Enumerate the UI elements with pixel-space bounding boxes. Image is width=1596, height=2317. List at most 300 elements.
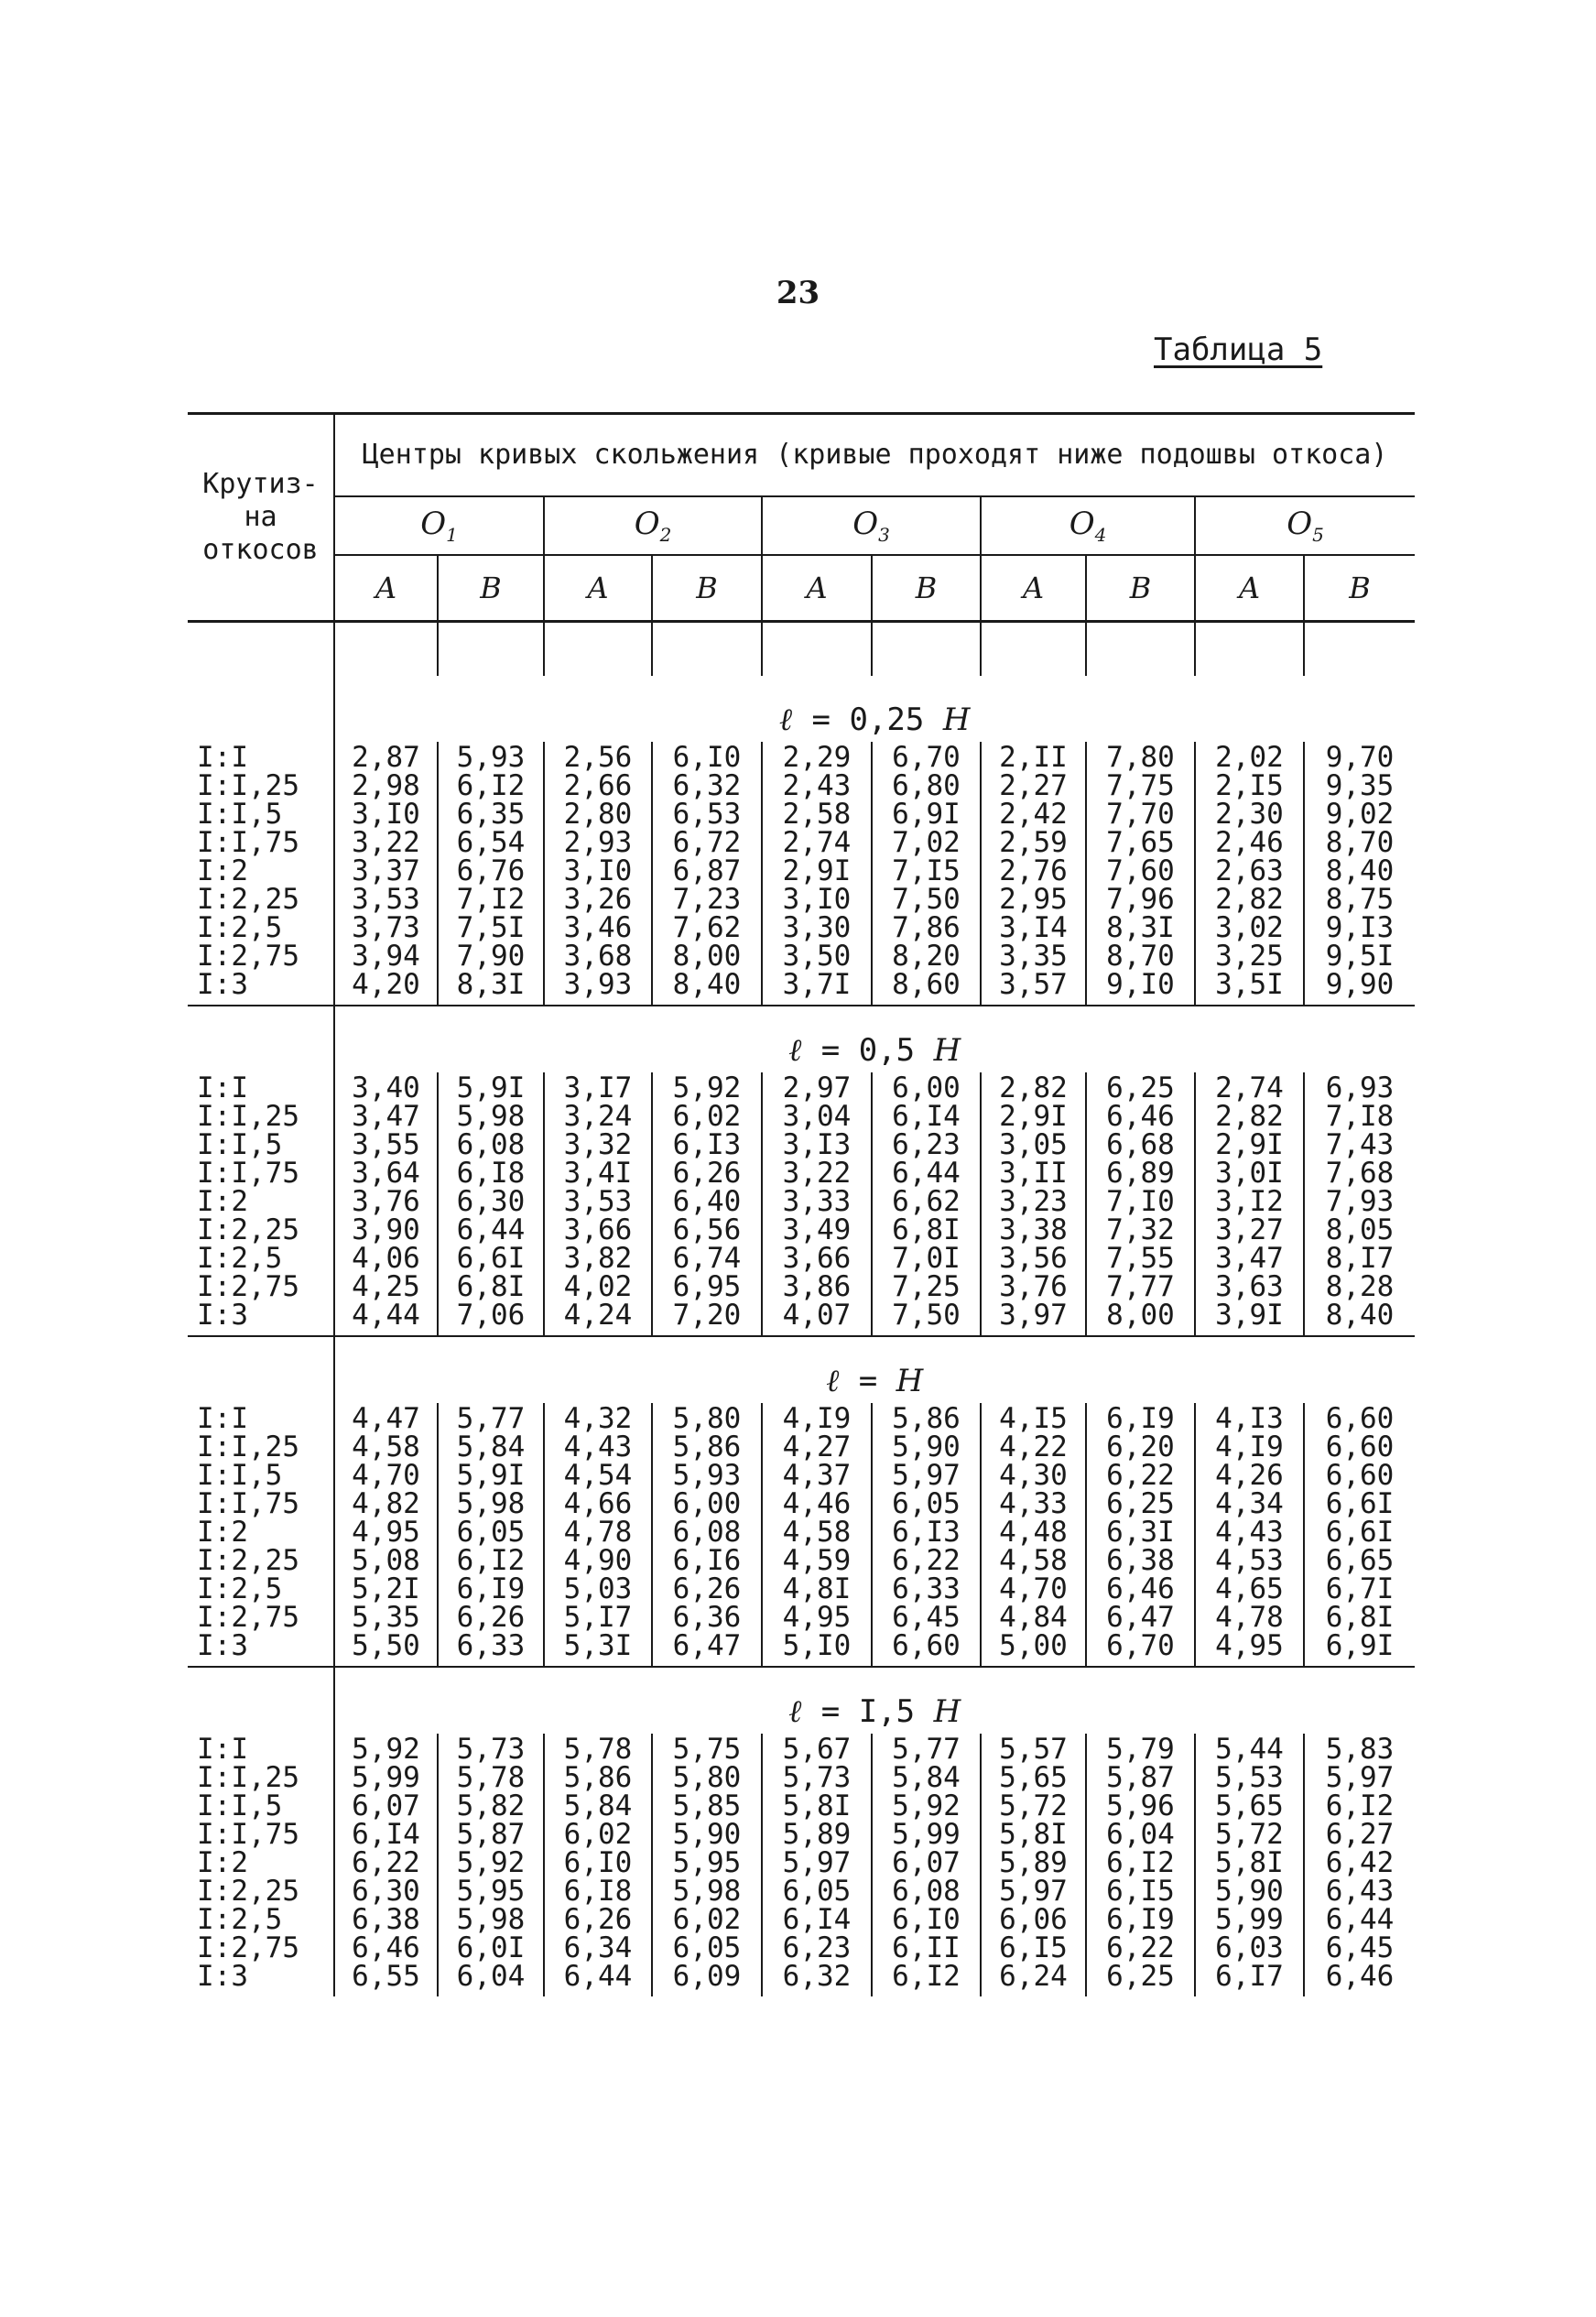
- l-value: I,5: [858, 1693, 934, 1730]
- slope-value: I:2,75: [197, 1270, 299, 1303]
- table-cell-value: 5,99: [892, 1818, 961, 1851]
- table-cell-value: 5,9I: [456, 1071, 526, 1104]
- table-cell-value: 5,50: [352, 1629, 420, 1662]
- table-cell-value: 5,90: [892, 1430, 961, 1463]
- table-cell-value: 5,72: [999, 1789, 1068, 1822]
- table-cell-value: 4,46: [782, 1487, 852, 1520]
- table-cell-value: 4,34: [1215, 1487, 1284, 1520]
- table-cell-value: 4,78: [563, 1516, 633, 1549]
- slope-values-cell: [188, 742, 334, 1006]
- value-column-o3-b: [872, 1734, 981, 1996]
- table-cell-value: 3,22: [352, 826, 420, 859]
- table-cell-value: 3,II: [999, 1157, 1068, 1190]
- table-cell-value: 5,65: [1215, 1789, 1284, 1822]
- table-cell-value: 8,70: [1325, 826, 1395, 859]
- table-cell-value: 4,84: [999, 1601, 1068, 1634]
- table-cell-value: 2,9I: [1215, 1128, 1284, 1161]
- table-cell-value: 4,58: [999, 1544, 1068, 1577]
- table-cell-value: 4,8I: [782, 1572, 852, 1605]
- table-cell-value: 5,97: [1325, 1761, 1395, 1794]
- table-cell-value: 6,I2: [1106, 1846, 1175, 1879]
- slope-value: I:2: [197, 1516, 248, 1549]
- slope-value: I:2,75: [197, 1601, 299, 1634]
- value-column-o2-a: [544, 742, 652, 1006]
- table-cell-value: 6,54: [456, 826, 526, 859]
- table-cell-value: 3,86: [782, 1270, 852, 1303]
- table-cell-value: 6,22: [1106, 1931, 1175, 1964]
- table-cell-value: 8,40: [1325, 854, 1395, 887]
- value-column-o4-b: [1086, 1072, 1195, 1336]
- table-cell-value: 6,I5: [1106, 1875, 1175, 1908]
- table-cell-value: 6,65: [1325, 1544, 1395, 1577]
- value-column-o5-b: [1304, 1403, 1415, 1667]
- spacer-row: [188, 622, 1415, 677]
- slope-value: I:I,25: [197, 1761, 299, 1794]
- slope-value: I:2,25: [197, 1544, 299, 1577]
- slope-value: I:2,25: [197, 1875, 299, 1908]
- slope-values-cell: [188, 1403, 334, 1667]
- slope-value: I:2,75: [197, 940, 299, 973]
- table-cell-value: 4,I5: [999, 1402, 1068, 1435]
- table-cell-value: 6,I4: [782, 1903, 852, 1936]
- slope-value: I:I: [197, 1071, 248, 1104]
- table-cell-value: 3,02: [1215, 911, 1284, 944]
- table-cell-value: 6,I2: [1325, 1789, 1395, 1822]
- table-cell-value: 3,40: [352, 1071, 420, 1104]
- table-cell-value: 3,25: [1215, 940, 1284, 973]
- table-cell-value: 5,98: [456, 1487, 526, 1520]
- table-cell-value: 5,85: [672, 1789, 742, 1822]
- table-cell-value: 3,22: [782, 1157, 852, 1190]
- center-letter: O: [420, 506, 447, 543]
- center-o4-header: [981, 496, 1195, 555]
- table-cell-value: 6,I5: [999, 1931, 1068, 1964]
- l-h-symbol: H: [933, 1693, 961, 1730]
- table-cell-value: 2,66: [563, 769, 633, 802]
- table-cell-value: 3,94: [352, 940, 420, 973]
- value-column-o2-a: [544, 1403, 652, 1667]
- table-cell-value: 6,53: [672, 798, 742, 831]
- table-cell-value: 5,86: [672, 1430, 742, 1463]
- table-cell-value: 2,42: [999, 798, 1068, 831]
- table-cell-value: 5,99: [352, 1761, 420, 1794]
- table-cell-value: 5,77: [892, 1733, 961, 1766]
- l-parameter-row: [188, 1006, 1415, 1072]
- table-cell-value: 6,07: [892, 1846, 961, 1879]
- table-cell-value: 4,32: [563, 1402, 633, 1435]
- table-cell-value: 4,43: [1215, 1516, 1284, 1549]
- equals-sign: =: [840, 1363, 896, 1399]
- slope-value: I:2,75: [197, 1931, 299, 1964]
- table-cell-value: 5,53: [1215, 1761, 1284, 1794]
- table-cell-value: 7,77: [1106, 1270, 1175, 1303]
- value-column-o1-b: [438, 1072, 544, 1336]
- table-cell-value: 6,7I: [1325, 1572, 1395, 1605]
- value-column-o4-a: [981, 1734, 1086, 1996]
- table-cell-value: 5,92: [672, 1071, 742, 1104]
- table-cell-value: 6,23: [782, 1931, 852, 1964]
- table-cell-value: 6,20: [1106, 1430, 1175, 1463]
- table-cell-value: 5,3I: [563, 1629, 633, 1662]
- table-cell-value: 2,II: [999, 741, 1068, 774]
- table-cell-value: 3,55: [352, 1128, 420, 1161]
- value-column-o3-b: [872, 1403, 981, 1667]
- table-cell-value: 5,86: [892, 1402, 961, 1435]
- table-cell-value: 6,60: [1325, 1459, 1395, 1492]
- table-cell-value: 4,58: [782, 1516, 852, 1549]
- table-cell-value: 4,07: [782, 1299, 852, 1332]
- equals-sign: =: [793, 702, 850, 738]
- table-cell-value: 8,75: [1325, 883, 1395, 916]
- table-cell-value: 7,68: [1325, 1157, 1395, 1190]
- l-parameter-label: [334, 1006, 1415, 1072]
- table-cell-value: 6,00: [892, 1071, 961, 1104]
- table-cell-value: 3,I2: [1215, 1185, 1284, 1218]
- table-cell-value: 6,55: [352, 1960, 420, 1993]
- table-cell-value: 3,76: [352, 1185, 420, 1218]
- table-cell-value: 8,I7: [1325, 1242, 1395, 1275]
- value-column-o1-a: [334, 1072, 438, 1336]
- col-b-header-o1: B: [438, 555, 544, 622]
- col-a-header-o4: A: [981, 555, 1086, 622]
- l-value: 0,25: [849, 702, 943, 738]
- table-cell-value: 4,48: [999, 1516, 1068, 1549]
- col-b-header-o3: B: [872, 555, 981, 622]
- table-cell-value: 2,82: [1215, 883, 1284, 916]
- table-cell-value: 6,I9: [456, 1572, 526, 1605]
- table-cell-value: 6,25: [1106, 1960, 1175, 1993]
- table-cell-value: 5,80: [672, 1761, 742, 1794]
- table-cell-value: 6,I2: [456, 1544, 526, 1577]
- slope-value: I:I,75: [197, 826, 299, 859]
- slope-value: I:3: [197, 968, 248, 1001]
- table-cell-value: 3,35: [999, 940, 1068, 973]
- table-cell-value: 6,56: [672, 1213, 742, 1246]
- slope-value: I:2,5: [197, 1572, 283, 1605]
- l-symbol: ℓ: [788, 1693, 803, 1730]
- table-cell-value: 6,9I: [1325, 1629, 1395, 1662]
- table-cell-value: 6,46: [1106, 1100, 1175, 1133]
- table-cell-value: 4,59: [782, 1544, 852, 1577]
- table-cell-value: 6,02: [563, 1818, 633, 1851]
- table-cell-value: 4,44: [352, 1299, 420, 1332]
- table-cell-value: 5,89: [782, 1818, 852, 1851]
- table-cell-value: 5,87: [456, 1818, 526, 1851]
- center-o2-header: [544, 496, 762, 555]
- table-cell-value: 8,28: [1325, 1270, 1395, 1303]
- table-cell-value: 2,9I: [999, 1100, 1068, 1133]
- center-index: 3: [878, 523, 890, 546]
- table-cell-value: 3,47: [352, 1100, 420, 1133]
- table-cell-value: 5,79: [1106, 1733, 1175, 1766]
- table-cell-value: 6,38: [352, 1903, 420, 1936]
- table-cell-value: 5,82: [456, 1789, 526, 1822]
- table-cell-value: 4,43: [563, 1430, 633, 1463]
- table-cell-value: 5,03: [563, 1572, 633, 1605]
- slope-value: I:2,25: [197, 1213, 299, 1246]
- table-cell-value: 5,84: [563, 1789, 633, 1822]
- table-cell-value: 5,97: [999, 1875, 1068, 1908]
- value-column-o4-a: [981, 1403, 1086, 1667]
- value-column-o3-b: [872, 1072, 981, 1336]
- table-cell-value: 2,I5: [1215, 769, 1284, 802]
- table-cell-value: 6,I7: [1215, 1960, 1284, 1993]
- table-cell-value: 7,32: [1106, 1213, 1175, 1246]
- value-column-o5-a: [1195, 1403, 1304, 1667]
- table-cell-value: 6,95: [672, 1270, 742, 1303]
- table-cell-value: 5,98: [672, 1875, 742, 1908]
- table-cell-value: 6,04: [456, 1960, 526, 1993]
- value-column-o1-b: [438, 742, 544, 1006]
- table-cell-value: 6,26: [672, 1572, 742, 1605]
- table-cell-value: 8,3I: [456, 968, 526, 1001]
- table-cell-value: 2,74: [782, 826, 852, 859]
- table-cell-value: 6,40: [672, 1185, 742, 1218]
- table-cell-value: 6,25: [1106, 1487, 1175, 1520]
- table-cell-value: 6,30: [456, 1185, 526, 1218]
- slope-value: I:2: [197, 1185, 248, 1218]
- table-cell-value: 3,I0: [563, 854, 633, 887]
- center-index: 1: [446, 523, 458, 546]
- table-cell-value: 6,44: [563, 1960, 633, 1993]
- table-cell-value: 2,98: [352, 769, 420, 802]
- slope-value: I:I,25: [197, 1100, 299, 1133]
- center-letter: O: [1069, 506, 1095, 543]
- table-cell-value: 6,25: [1106, 1071, 1175, 1104]
- table-cell-value: 2,29: [782, 741, 852, 774]
- table-cell-value: 5,92: [456, 1846, 526, 1879]
- slope-value: I:I: [197, 1402, 248, 1435]
- table-cell-value: 6,46: [1106, 1572, 1175, 1605]
- table-cell-value: 6,26: [456, 1601, 526, 1634]
- table-cell-value: 4,54: [563, 1459, 633, 1492]
- table-cell-value: 5,8I: [782, 1789, 852, 1822]
- table-cell-value: 3,26: [563, 883, 633, 916]
- table-cell-value: 4,78: [1215, 1601, 1284, 1634]
- table-body: [188, 622, 1415, 1997]
- table-cell-value: 6,22: [352, 1846, 420, 1879]
- value-column-o5-a: [1195, 1734, 1304, 1996]
- table-cell-value: 5,90: [1215, 1875, 1284, 1908]
- table-cell-value: 6,05: [892, 1487, 961, 1520]
- table-cell-value: 7,65: [1106, 826, 1175, 859]
- table-cell-value: 3,97: [999, 1299, 1068, 1332]
- table-cell-value: 3,93: [563, 968, 633, 1001]
- center-letter: O: [634, 506, 660, 543]
- table-cell-value: 3,82: [563, 1242, 633, 1275]
- table-cell-value: 6,33: [892, 1572, 961, 1605]
- table-cell-value: 6,22: [1106, 1459, 1175, 1492]
- table-cell-value: 2,82: [1215, 1100, 1284, 1133]
- table-cell-value: 5,72: [1215, 1818, 1284, 1851]
- table-cell-value: 6,76: [456, 854, 526, 887]
- slope-value: I:I,75: [197, 1157, 299, 1190]
- table-cell-value: 2,74: [1215, 1071, 1284, 1104]
- table-cell-value: 5,84: [456, 1430, 526, 1463]
- table-cell-value: 4,25: [352, 1270, 420, 1303]
- table-cell-value: 5,8I: [999, 1818, 1068, 1851]
- table-cell-value: 8,00: [672, 940, 742, 973]
- slope-value: I:I,5: [197, 798, 283, 831]
- table-cell-value: 5,87: [1106, 1761, 1175, 1794]
- table-cell-value: 6,80: [892, 769, 961, 802]
- table-cell-value: 2,30: [1215, 798, 1284, 831]
- table-cell-value: 9,I3: [1325, 911, 1395, 944]
- table-cell-value: 6,05: [782, 1875, 852, 1908]
- table-cell-value: 6,46: [352, 1931, 420, 1964]
- table-cell-value: 5,93: [672, 1459, 742, 1492]
- table-cell-value: 3,53: [563, 1185, 633, 1218]
- table-cell-value: 6,93: [1325, 1071, 1395, 1104]
- value-column-o5-a: [1195, 1072, 1304, 1336]
- table-cell-value: 4,I3: [1215, 1402, 1284, 1435]
- table-cell-value: 4,95: [1215, 1629, 1284, 1662]
- table-cell-value: 2,43: [782, 769, 852, 802]
- table-cell-value: 3,63: [1215, 1270, 1284, 1303]
- slope-value: I:3: [197, 1299, 248, 1332]
- table-cell-value: 5,96: [1106, 1789, 1175, 1822]
- center-labels-row: [188, 496, 1415, 555]
- table-cell-value: 9,70: [1325, 741, 1395, 774]
- table-cell-value: 3,56: [999, 1242, 1068, 1275]
- table-cell-value: 5,83: [1325, 1733, 1395, 1766]
- l-parameter-label: [334, 676, 1415, 742]
- table-cell-value: 5,99: [1215, 1903, 1284, 1936]
- value-column-o1-b: [438, 1734, 544, 1996]
- table-cell-value: 5,78: [563, 1733, 633, 1766]
- table-cell-value: 3,46: [563, 911, 633, 944]
- table-cell-value: 6,9I: [892, 798, 961, 831]
- table-cell-value: 5,98: [456, 1100, 526, 1133]
- value-column-o1-b: [438, 1403, 544, 1667]
- value-column-o5-b: [1304, 1734, 1415, 1996]
- slope-value: I:I,5: [197, 1789, 283, 1822]
- table-cell-value: 6,04: [1106, 1818, 1175, 1851]
- table-cell-value: 6,6I: [1325, 1487, 1395, 1520]
- page-number: 23: [776, 275, 820, 311]
- table-cell-value: 6,22: [892, 1544, 961, 1577]
- table-cell-value: 7,02: [892, 826, 961, 859]
- table-cell-value: 6,6I: [456, 1242, 526, 1275]
- table-cell-value: 6,42: [1325, 1846, 1395, 1879]
- slope-value: I:2,5: [197, 1242, 283, 1275]
- table-cell-value: 8,40: [672, 968, 742, 1001]
- table-cell-value: 6,I4: [352, 1818, 420, 1851]
- table-cell-value: 5,65: [999, 1761, 1068, 1794]
- l-h-symbol: H: [942, 702, 971, 738]
- table-cell-value: 3,73: [352, 911, 420, 944]
- table-cell-value: 6,I3: [892, 1516, 961, 1549]
- table-cell-value: 4,24: [563, 1299, 633, 1332]
- table-cell-value: 8,20: [892, 940, 961, 973]
- table-cell-value: 6,07: [352, 1789, 420, 1822]
- slip-curve-centers-table: [188, 412, 1415, 1996]
- value-column-o3-a: [762, 742, 872, 1006]
- center-index: 5: [1312, 523, 1324, 546]
- table-cell-value: 5,92: [892, 1789, 961, 1822]
- l-parameter-row: [188, 1336, 1415, 1403]
- slope-column-header: Крутиз- на откосов: [188, 414, 334, 622]
- table-cell-value: 5,93: [456, 741, 526, 774]
- slope-value: I:2: [197, 1846, 248, 1879]
- slope-values-cell: [188, 1072, 334, 1336]
- table-cell-value: 3,47: [1215, 1242, 1284, 1275]
- table-cell-value: 3,57: [999, 968, 1068, 1001]
- table-cell-value: 5,78: [456, 1761, 526, 1794]
- table-cell-value: 4,82: [352, 1487, 420, 1520]
- slope-value: I:I,75: [197, 1818, 299, 1851]
- table-cell-value: 7,80: [1106, 741, 1175, 774]
- table-cell-value: 6,60: [1325, 1430, 1395, 1463]
- table-cell-value: 3,37: [352, 854, 420, 887]
- table-cell-value: 2,58: [782, 798, 852, 831]
- table-cell-value: 3,9I: [1215, 1299, 1284, 1332]
- table-cell-value: 8,3I: [1106, 911, 1175, 944]
- table-cell-value: 3,32: [563, 1128, 633, 1161]
- table-cell-value: 3,0I: [1215, 1157, 1284, 1190]
- table-cell-value: 3,50: [782, 940, 852, 973]
- value-column-o5-a: [1195, 742, 1304, 1006]
- table-cell-value: 6,70: [1106, 1629, 1175, 1662]
- slope-value: I:2,25: [197, 883, 299, 916]
- table-cell-value: 6,8I: [1325, 1601, 1395, 1634]
- table-cell-value: 6,23: [892, 1128, 961, 1161]
- table-cell-value: 6,46: [1325, 1960, 1395, 1993]
- table-caption: Таблица 5: [1154, 332, 1323, 368]
- center-o3-header: [762, 496, 981, 555]
- slope-value: I:3: [197, 1960, 248, 1993]
- slope-value: I:I,5: [197, 1459, 283, 1492]
- l-symbol: ℓ: [779, 702, 794, 738]
- table-cell-value: 6,44: [456, 1213, 526, 1246]
- value-column-o1-a: [334, 1734, 438, 1996]
- table-cell-value: 6,24: [999, 1960, 1068, 1993]
- table-cell-value: 4,20: [352, 968, 420, 1001]
- table-cell-value: 4,I9: [1215, 1430, 1284, 1463]
- table-cell-value: 6,70: [892, 741, 961, 774]
- value-column-o4-b: [1086, 1734, 1195, 1996]
- table-cell-value: 3,I0: [782, 883, 852, 916]
- center-index: 4: [1094, 523, 1107, 546]
- table-cell-value: 7,50: [892, 883, 961, 916]
- table-cell-value: 4,65: [1215, 1572, 1284, 1605]
- table-cell-value: 6,08: [672, 1516, 742, 1549]
- table-cell-value: 8,70: [1106, 940, 1175, 973]
- table-cell-value: 7,23: [672, 883, 742, 916]
- table-cell-value: 6,35: [456, 798, 526, 831]
- value-column-o2-b: [652, 1072, 762, 1336]
- table-cell-value: 6,I9: [1106, 1402, 1175, 1435]
- table-cell-value: 8,40: [1325, 1299, 1395, 1332]
- l-parameter-label: [334, 1667, 1415, 1734]
- table-cell-value: 3,7I: [782, 968, 852, 1001]
- table-cell-value: 4,47: [352, 1402, 420, 1435]
- table-cell-value: 9,5I: [1325, 940, 1395, 973]
- table-cell-value: 2,46: [1215, 826, 1284, 859]
- table-cell-value: 5,I7: [563, 1601, 633, 1634]
- table-cell-value: 4,95: [352, 1516, 420, 1549]
- table-cell-value: 5,9I: [456, 1459, 526, 1492]
- table-cell-value: 7,93: [1325, 1185, 1395, 1218]
- table-cell-value: 4,27: [782, 1430, 852, 1463]
- table-cell-value: 3,76: [999, 1270, 1068, 1303]
- table-cell-value: 5,97: [892, 1459, 961, 1492]
- center-o1-header: [334, 496, 544, 555]
- value-column-o5-b: [1304, 1072, 1415, 1336]
- center-letter: O: [852, 506, 879, 543]
- col-a-header-o1: A: [334, 555, 438, 622]
- table-cell-value: 5,95: [456, 1875, 526, 1908]
